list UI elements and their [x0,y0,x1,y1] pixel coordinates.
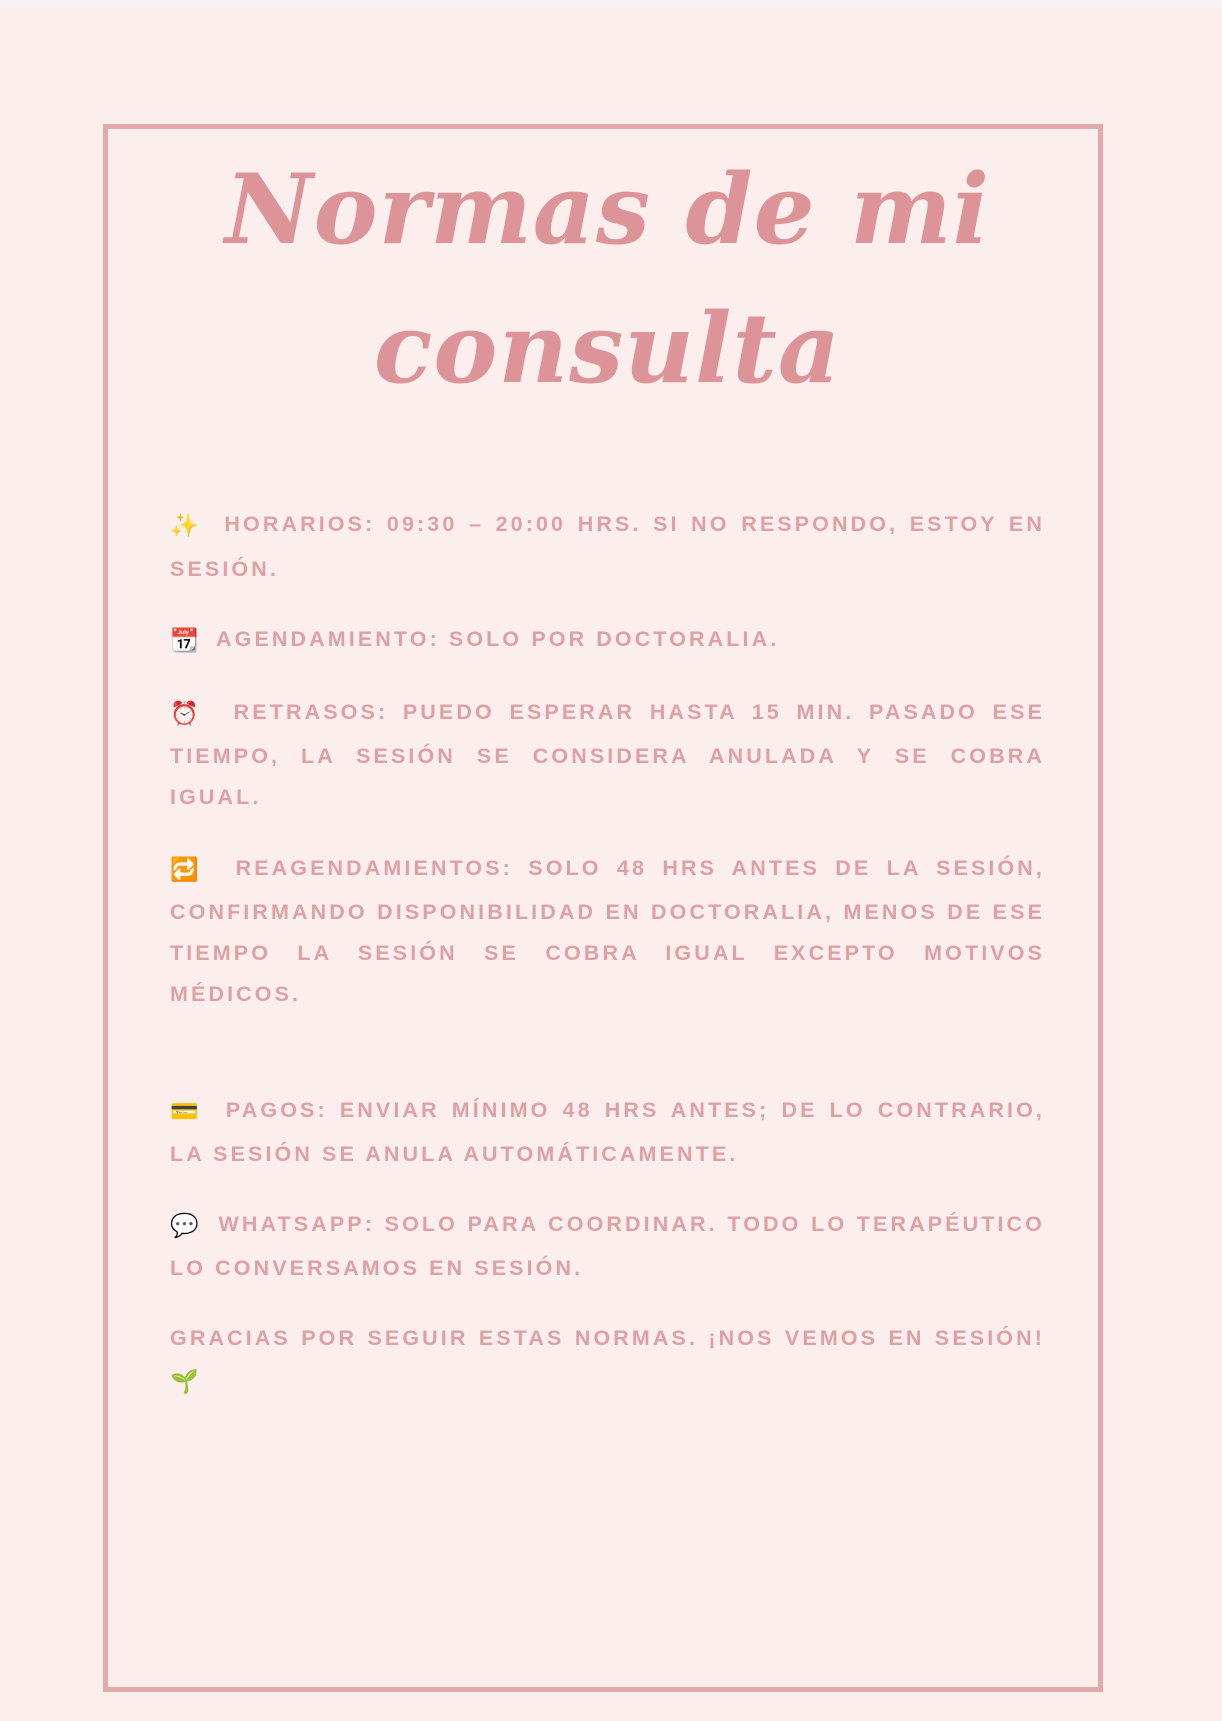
closing-text: GRACIAS POR SEGUIR ESTAS NORMAS. ¡NOS VEMOS EN SESIÓN! [170,1326,1045,1351]
rule-text: WHATSAPP: SOLO PARA COORDINAR. TODO LO TERAPÉUTICO LO CONVERSAMOS EN SESIÓN. [170,1212,1045,1281]
rule-text: AGENDAMIENTO: SOLO POR DOCTORALIA. [216,626,780,651]
calendar-emoji: 📆 [170,627,199,654]
rule-text: REAGENDAMIENTOS: SOLO 48 HRS ANTES DE LA SESIÓN, CONFIRMANDO DISPONIBILIDAD EN DOCTORALIA, MENOS DE ESE TIEMPO LA SESIÓN SE COBRA IGUAL EXCEPTO MOTIVOS MÉDICOS. [170,855,1045,1007]
rule-text: RETRASOS: PUEDO ESPERAR HASTA 15 MIN. PASADO ESE TIEMPO, LA SESIÓN SE CONSIDERA ANULADA Y SE COBRA IGUAL. [170,699,1045,810]
rule-text: HORARIOS: 09:30 – 20:00 HRS. SI NO RESPONDO, ESTOY EN SESIÓN. [170,512,1046,581]
rule-text: PAGOS: ENVIAR MÍNIMO 48 HRS ANTES; DE LO CONTRARIO, LA SESIÓN SE ANULA AUTOMÁTICAMENTE. [170,1097,1046,1166]
rule-item [170,848,1045,1016]
rule-item [170,619,1045,663]
closing-message [170,1318,1045,1403]
rule-item [170,504,1045,589]
top-strip [0,0,1222,8]
rule-item [170,1090,1045,1175]
repeat-button-emoji: 🔁 [170,856,205,883]
poster-content [170,140,1045,1404]
alarm-clock-emoji: ⏰ [170,700,205,727]
rule-item [170,1204,1045,1289]
seedling-emoji: 🌱 [170,1368,199,1395]
sparkles-emoji: ✨ [170,513,202,540]
rules-list [170,504,1045,1403]
credit-card-emoji: 💳 [170,1098,202,1125]
rule-item [170,692,1045,819]
speech-balloon-emoji: 💬 [170,1213,200,1240]
page-title: Normas de mi consulta [224,153,991,406]
